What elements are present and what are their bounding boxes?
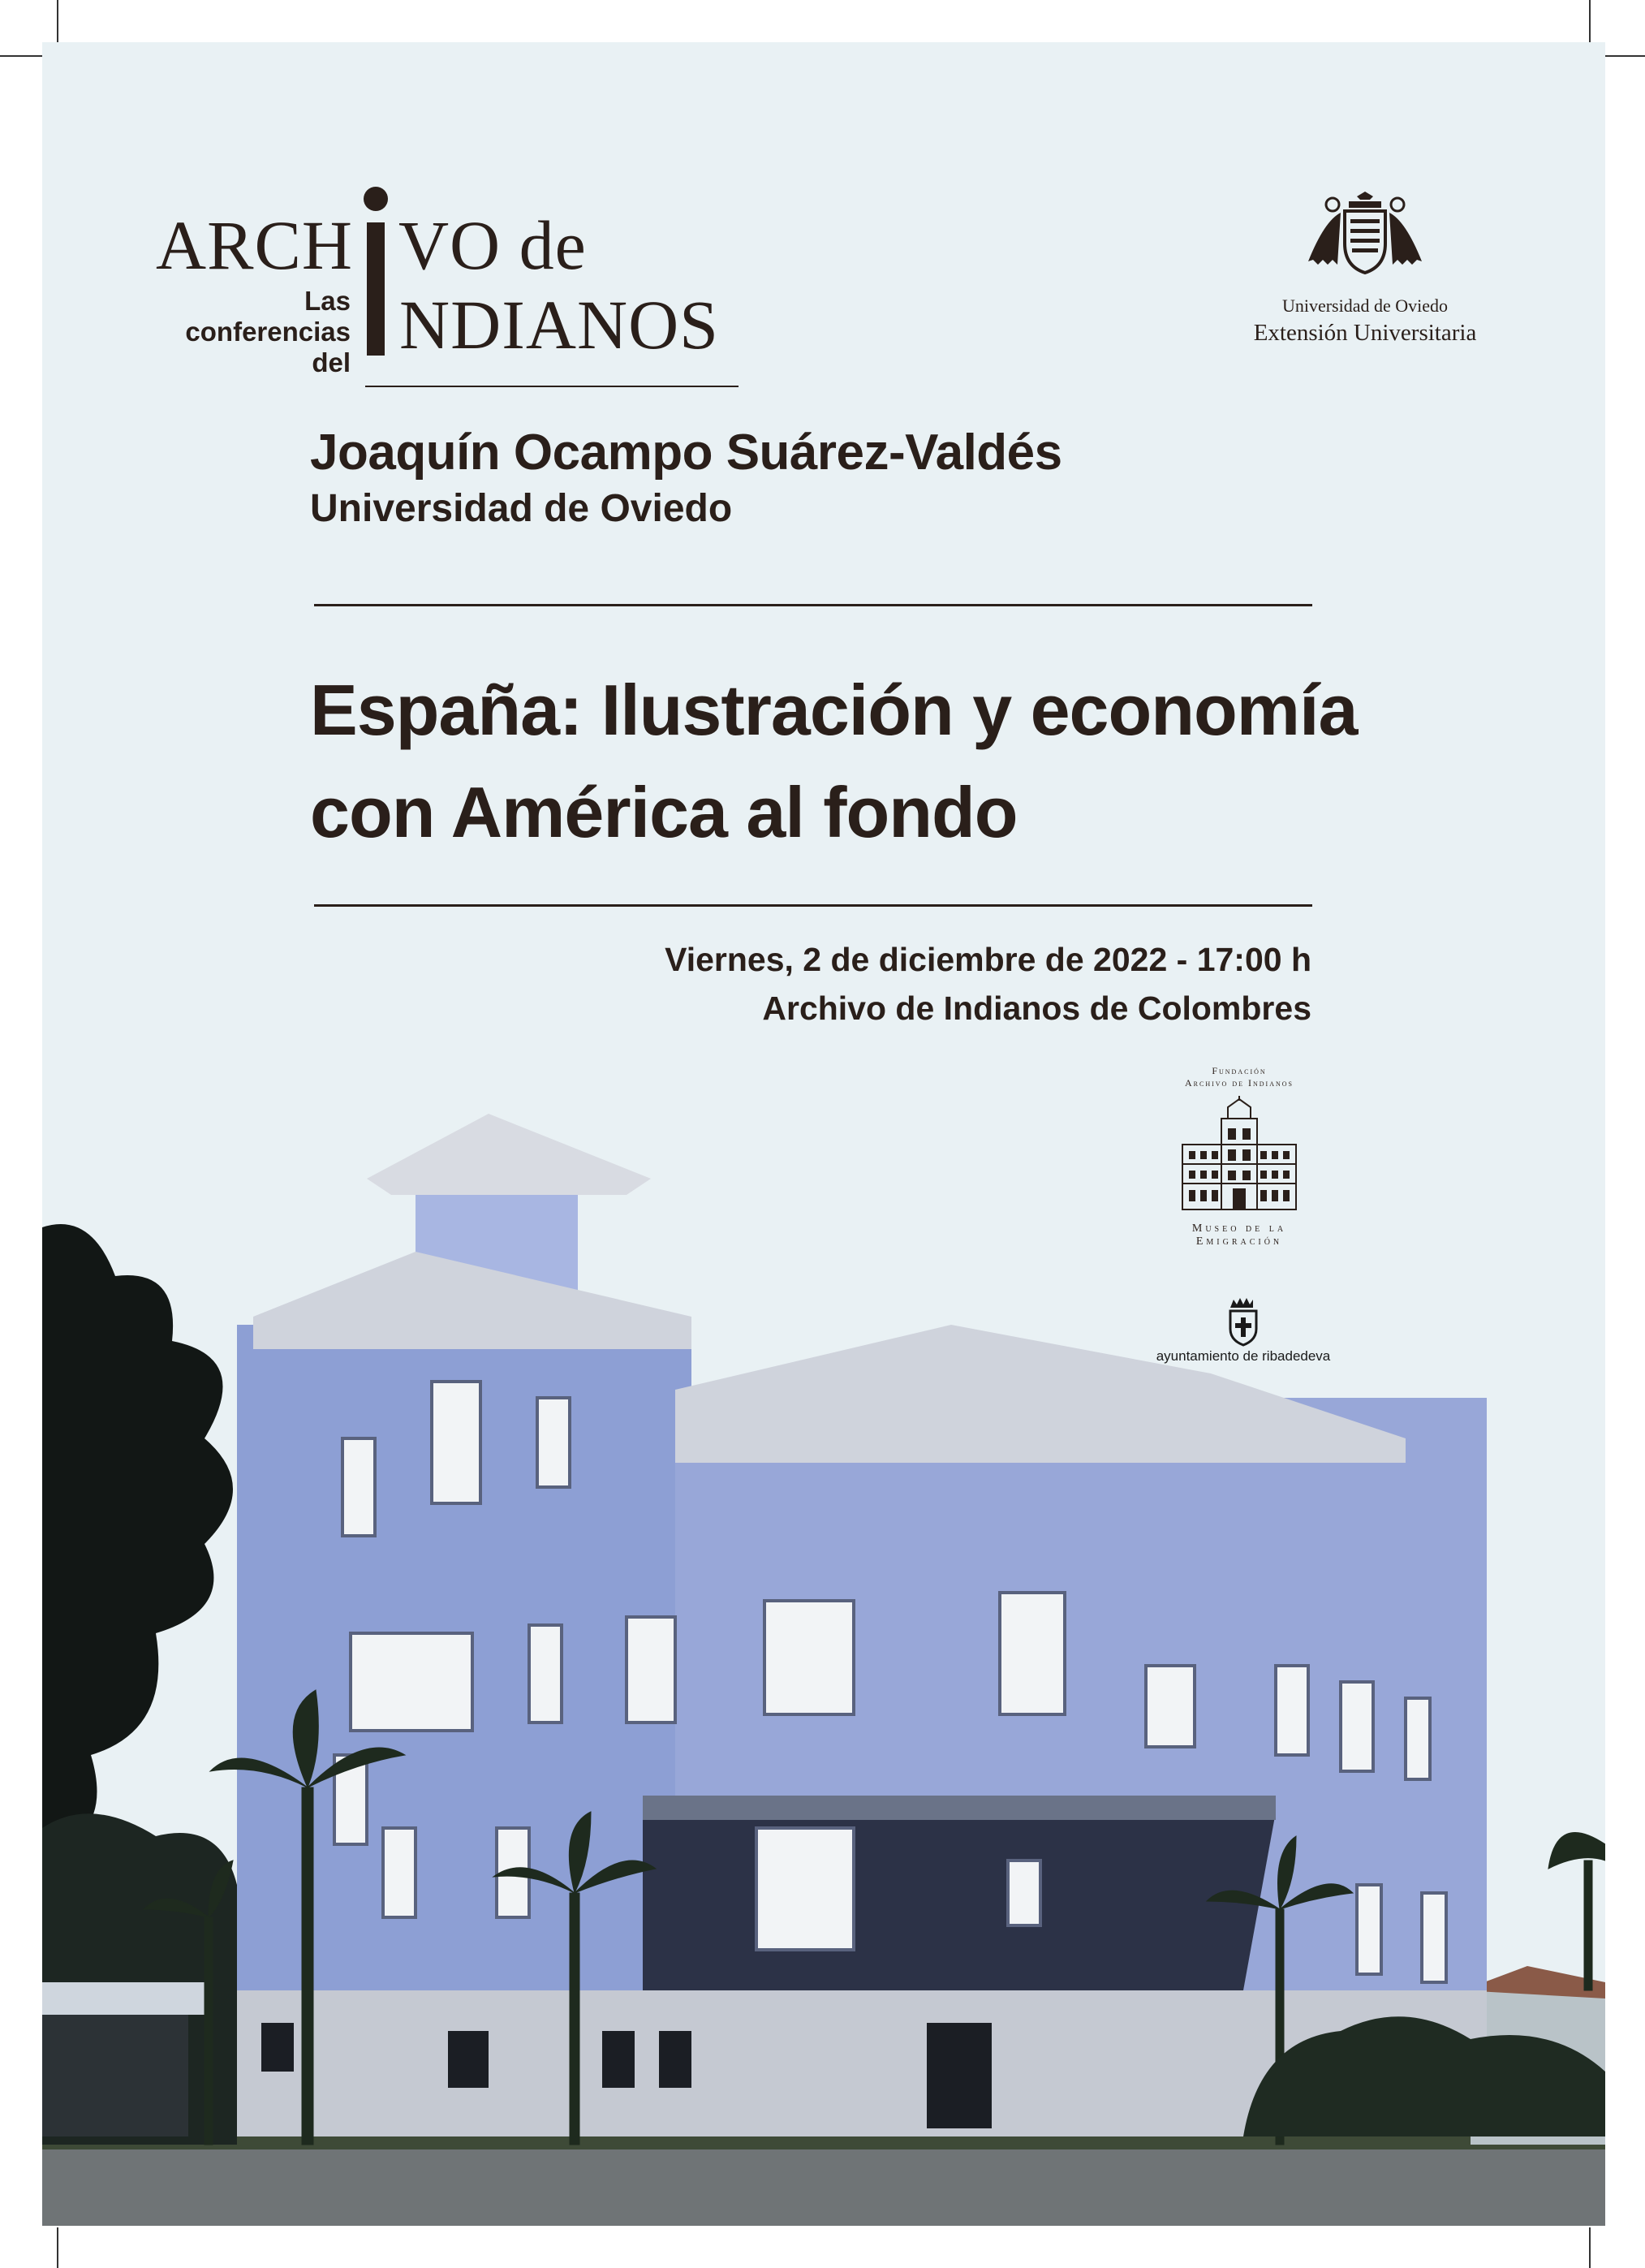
building-photo bbox=[42, 1114, 1605, 2226]
ground bbox=[42, 2145, 1605, 2226]
university-crest-icon bbox=[1300, 188, 1430, 286]
divider-top bbox=[314, 604, 1312, 606]
series-logo-arch: ARCH bbox=[156, 206, 353, 284]
university-dept: Extensión Universitaria bbox=[1253, 320, 1477, 346]
series-logo bbox=[156, 156, 789, 399]
shed-roof bbox=[42, 1982, 205, 2015]
crop-mark bbox=[1589, 0, 1591, 42]
event-venue: Archivo de Indianos de Colombres bbox=[762, 990, 1311, 1027]
series-logo-underline bbox=[365, 386, 739, 387]
series-prefix-las: Las bbox=[304, 286, 351, 316]
left-tree bbox=[42, 1224, 233, 1852]
crop-mark bbox=[57, 0, 58, 42]
series-prefix-conferencias: conferencias bbox=[185, 317, 351, 347]
speaker-block bbox=[310, 424, 1062, 531]
museum-line1: Museo de la bbox=[1191, 1222, 1287, 1235]
event-info bbox=[665, 935, 1311, 1033]
museum-line2: Emigración bbox=[1195, 1235, 1283, 1248]
crop-mark bbox=[0, 55, 42, 57]
poster bbox=[42, 42, 1605, 2226]
main-building bbox=[237, 1114, 1487, 2136]
foundation-line1: Fundación bbox=[1212, 1065, 1267, 1076]
talk-title-line2: con América al fondo bbox=[310, 772, 1018, 852]
foundation-line2: Archivo de Indianos bbox=[1185, 1077, 1294, 1089]
talk-title-line1: España: Ilustración y economía bbox=[310, 670, 1358, 750]
series-logo-vo-de: VO de bbox=[398, 206, 587, 284]
council-label: ayuntamiento de ribadedeva bbox=[1156, 1348, 1331, 1364]
series-logo-line2: NDIANOS bbox=[399, 286, 719, 364]
speaker-name: Joaquín Ocampo Suárez-Valdés bbox=[310, 425, 1062, 481]
series-logo-i-glyph bbox=[364, 187, 385, 356]
series-prefix-del: del bbox=[312, 347, 351, 377]
divider-bottom bbox=[314, 904, 1312, 907]
university-name: Universidad de Oviedo bbox=[1281, 295, 1449, 316]
talk-title bbox=[310, 659, 1365, 864]
series-logo-prefix bbox=[156, 286, 351, 378]
event-datetime: Viernes, 2 de diciembre de 2022 - 17:00 h bbox=[665, 941, 1311, 978]
shed bbox=[42, 2015, 188, 2136]
crop-mark bbox=[57, 2227, 58, 2268]
speaker-affiliation: Universidad de Oviedo bbox=[310, 487, 733, 530]
crop-mark bbox=[1605, 55, 1645, 57]
crop-mark bbox=[1589, 2227, 1591, 2268]
university-logo bbox=[1203, 188, 1527, 347]
